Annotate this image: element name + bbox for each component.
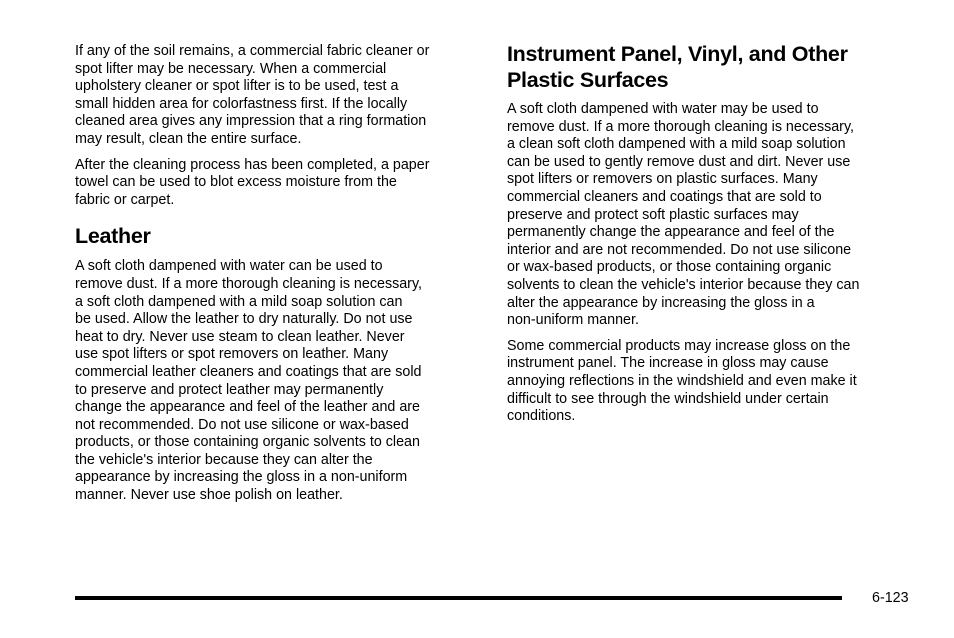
- plastic-surfaces-paragraph: A soft cloth dampened with water may be used to remove dust. If a more thorough cleaning is necessary, a clean soft cloth dampened with a mild soap solution can be used to gently remove dust and dirt. Never use spot lifters or removers on plastic surfaces. Many commercial cleaners and coatings that are sold to preserve and protect soft plastic surfaces may permanently change the appearance and feel of the interior and are not recommended. Do not use silicone or wax-based products, or those containing organic solvents to clean the vehicle's interior because they can alter the appearance by increasing the gloss in a non-uniform manner.: [507, 101, 860, 329]
- gloss-warning-paragraph: Some commercial products may increase gloss on the instrument panel. The increase in gloss may cause annoying reflections in the windshield and even make it difficult to see through the windshield under certain conditions.: [507, 337, 857, 425]
- right-column: [507, 41, 917, 434]
- fabric-cleaner-paragraph: If any of the soil remains, a commercial fabric cleaner or spot lifter may be necessary. When a commercial upholstery cleaner or spot lifter is to be used, test a small hidden area for colorfastness first. If the locally cleaned area gives any impression that a ring formation may result, clean the entire surface.: [75, 43, 430, 147]
- leather-heading: Leather: [75, 224, 151, 249]
- left-column: [75, 43, 485, 513]
- page-number: 6-123: [872, 590, 909, 606]
- instrument-panel-heading: Instrument Panel, Vinyl, and Other Plastic Surfaces: [507, 42, 848, 92]
- leather-paragraph: A soft cloth dampened with water can be used to remove dust. If a more thorough cleaning is necessary, a soft cloth dampened with a mild soap solution can be used. Allow the leather to dry naturally. Do not use heat to dry. Never use steam to clean leather. Never use spot lifters or spot removers on leather. Many commercial leather cleaners and coatings that are sold to preserve and protect leather may permanently change the appearance and feel of the leather and are not recommended. Do not use silicone or wax-based products, or those containing organic solvents to clean the vehicle's interior because they can alter the appearance by increasing the gloss in a non-uniform manner. Never use shoe polish on leather.: [75, 258, 423, 504]
- footer-rule: [75, 596, 842, 600]
- blot-moisture-paragraph: After the cleaning process has been completed, a paper towel can be used to blot excess moisture from the fabric or carpet.: [75, 156, 430, 208]
